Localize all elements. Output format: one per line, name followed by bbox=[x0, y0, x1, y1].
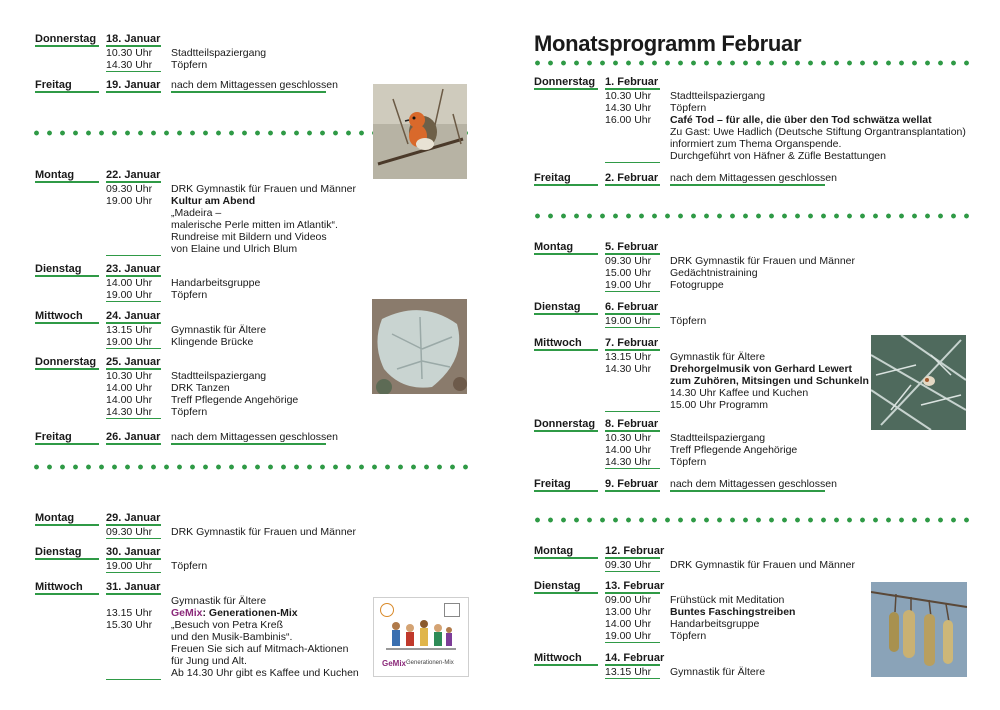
entry-detail: für Jung und Alt. bbox=[171, 655, 247, 667]
entry-time: 09.30 Uhr bbox=[106, 183, 153, 195]
weekday-underline bbox=[35, 524, 99, 526]
date-label: 8. Februar bbox=[605, 418, 659, 430]
weekday-label: Montag bbox=[35, 169, 75, 181]
entry-title: Töpfern bbox=[670, 456, 707, 468]
date-label: 24. Januar bbox=[106, 310, 161, 322]
entry-title: Treff Pflegende Angehörige bbox=[171, 394, 299, 406]
entry-time: 19.00 Uhr bbox=[605, 315, 652, 327]
time-underline bbox=[605, 327, 660, 328]
date-label: 29. Januar bbox=[106, 512, 161, 524]
weekday-underline bbox=[35, 91, 99, 93]
entry-title: Stadtteilspaziergang bbox=[171, 47, 267, 59]
entry-title: Stadtteilspaziergang bbox=[171, 370, 267, 382]
weekday-underline bbox=[35, 45, 99, 47]
entry-time: 14.00 Uhr bbox=[106, 382, 153, 394]
weekday-label: Dienstag bbox=[35, 263, 82, 275]
date-underline bbox=[106, 593, 161, 595]
entry-title: Gymnastik für Ältere bbox=[171, 324, 267, 336]
date-label: 1. Februar bbox=[605, 76, 659, 88]
weekday-label: Dienstag bbox=[534, 580, 581, 592]
time-underline bbox=[106, 71, 161, 72]
weekday-underline bbox=[534, 184, 598, 186]
date-label: 30. Januar bbox=[106, 546, 161, 558]
entry-time: 15.30 Uhr bbox=[106, 619, 153, 631]
date-label: 23. Januar bbox=[106, 263, 161, 275]
poster-brand: GeMix bbox=[382, 659, 407, 668]
time-underline bbox=[106, 572, 161, 573]
entry-title: Treff Pflegende Angehörige bbox=[670, 444, 798, 456]
entry-time: 14.00 Uhr bbox=[106, 277, 153, 289]
entry-time: 14.00 Uhr bbox=[106, 394, 153, 406]
entry-detail: malerische Perle mitten im Atlantik“. bbox=[171, 219, 338, 231]
date-underline bbox=[605, 490, 660, 492]
time-underline bbox=[106, 679, 161, 680]
entry-title: Drehorgelmusik von Gerhard Lewert bbox=[670, 363, 853, 375]
catkins-photo bbox=[871, 582, 967, 677]
entry-time: 15.00 Uhr bbox=[605, 267, 652, 279]
time-underline bbox=[106, 301, 161, 302]
entry-detail: Rundreise mit Bildern und Videos bbox=[171, 231, 327, 243]
weekday-underline bbox=[35, 275, 99, 277]
time-underline bbox=[605, 411, 660, 412]
entry-title: Handarbeitsgruppe bbox=[171, 277, 261, 289]
entry-time: 13.15 Uhr bbox=[106, 324, 153, 336]
entry-time: 10.30 Uhr bbox=[605, 432, 652, 444]
weekday-underline bbox=[35, 593, 99, 595]
weekday-label: Mittwoch bbox=[534, 652, 582, 664]
entry-title: Töpfern bbox=[670, 315, 707, 327]
date-label: 14. Februar bbox=[605, 652, 665, 664]
gemix-poster bbox=[373, 597, 469, 677]
entry-detail: Durchgeführt von Häfner & Züfle Bestattungen bbox=[670, 150, 886, 162]
weekday-underline bbox=[35, 443, 99, 445]
weekday-underline bbox=[534, 430, 598, 432]
entry-detail: und den Musik-Bambinis“. bbox=[171, 631, 293, 643]
entry-title: Gymnastik für Ältere bbox=[670, 351, 766, 363]
dotted-separator bbox=[30, 464, 470, 470]
note-underline bbox=[171, 443, 326, 445]
entry-detail: 15.00 Uhr Programm bbox=[670, 399, 769, 411]
entry-time: 10.30 Uhr bbox=[106, 370, 153, 382]
entry-title: Café Tod – für alle, die über den Tod schwätza wellat bbox=[670, 114, 932, 126]
entry-detail: „Madeira – bbox=[171, 207, 222, 219]
weekday-underline bbox=[534, 349, 598, 351]
entry-title: Töpfern bbox=[171, 59, 208, 71]
entry-time: 14.30 Uhr bbox=[106, 406, 153, 418]
entry-title: „Besuch von Petra Kreß bbox=[171, 619, 284, 631]
entry-detail: von Elaine und Ulrich Blum bbox=[171, 243, 298, 255]
entry-title bbox=[171, 607, 298, 619]
time-underline bbox=[106, 255, 161, 256]
time-underline bbox=[605, 468, 660, 469]
weekday-label: Mittwoch bbox=[534, 337, 582, 349]
entry-time: 09.00 Uhr bbox=[605, 594, 652, 606]
date-label: 6. Februar bbox=[605, 301, 659, 313]
weekday-label: Donnerstag bbox=[534, 418, 596, 430]
note-underline bbox=[670, 490, 825, 492]
time-underline bbox=[106, 348, 161, 349]
time-underline bbox=[605, 291, 660, 292]
entry-title: Buntes Faschingstreiben bbox=[670, 606, 796, 618]
entry-title: Frühstück mit Meditation bbox=[670, 594, 785, 606]
entry-title: Kultur am Abend bbox=[171, 195, 256, 207]
weekday-label: Dienstag bbox=[35, 546, 82, 558]
date-underline bbox=[605, 184, 660, 186]
entry-title: Töpfern bbox=[171, 289, 208, 301]
entry-title: Gymnastik für Ältere bbox=[670, 666, 766, 678]
gemix-brand: GeMix bbox=[171, 607, 203, 619]
entry-detail: Zu Gast: Uwe Hadlich (Deutsche Stiftung Organtransplantation) bbox=[670, 126, 966, 138]
entry-title: Gymnastik für Ältere bbox=[171, 595, 267, 607]
closed-note: nach dem Mittagessen geschlossen bbox=[670, 478, 837, 490]
date-label: 18. Januar bbox=[106, 33, 161, 45]
weekday-label: Freitag bbox=[534, 478, 571, 490]
date-underline bbox=[106, 91, 161, 93]
entry-time: 10.30 Uhr bbox=[106, 47, 153, 59]
entry-time: 14.00 Uhr bbox=[605, 618, 652, 630]
weekday-label: Dienstag bbox=[534, 301, 581, 313]
weekday-label: Freitag bbox=[534, 172, 571, 184]
entry-time: 16.00 Uhr bbox=[605, 114, 652, 126]
entry-title: DRK Tanzen bbox=[171, 382, 230, 394]
entry-title: DRK Gymnastik für Frauen und Männer bbox=[670, 559, 855, 571]
entry-detail: zum Zuhören, Mitsingen und Schunkeln bbox=[670, 375, 869, 387]
time-underline bbox=[106, 418, 161, 419]
gemix-rest: : Generationen-Mix bbox=[202, 607, 298, 619]
entry-detail: informiert zum Thema Organspende. bbox=[670, 138, 842, 150]
weekday-label: Montag bbox=[534, 545, 574, 557]
weekday-label: Mittwoch bbox=[35, 581, 83, 593]
time-underline bbox=[605, 642, 660, 643]
entry-time: 14.30 Uhr bbox=[605, 456, 652, 468]
robin-bird-photo bbox=[373, 84, 467, 179]
date-label: 5. Februar bbox=[605, 241, 659, 253]
page-title: Monatsprogramm Februar bbox=[534, 31, 802, 56]
entry-time: 19.00 Uhr bbox=[106, 289, 153, 301]
entry-title: DRK Gymnastik für Frauen und Männer bbox=[171, 183, 356, 195]
entry-time: 13.15 Uhr bbox=[605, 351, 652, 363]
weekday-label: Montag bbox=[534, 241, 574, 253]
weekday-underline bbox=[534, 313, 598, 315]
entry-time: 09.30 Uhr bbox=[605, 255, 652, 267]
weekday-underline bbox=[534, 253, 598, 255]
weekday-underline bbox=[35, 368, 99, 370]
entry-title: Handarbeitsgruppe bbox=[670, 618, 760, 630]
entry-title: Töpfern bbox=[670, 630, 707, 642]
entry-time: 14.00 Uhr bbox=[605, 444, 652, 456]
date-label: 9. Februar bbox=[605, 478, 659, 490]
entry-time: 14.30 Uhr bbox=[605, 363, 652, 375]
weekday-underline bbox=[534, 557, 598, 559]
date-label: 31. Januar bbox=[106, 581, 161, 593]
entry-time: 13.00 Uhr bbox=[605, 606, 652, 618]
note-underline bbox=[670, 184, 825, 186]
entry-time: 19.00 Uhr bbox=[106, 336, 153, 348]
weekday-label: Donnerstag bbox=[35, 33, 97, 45]
weekday-label: Montag bbox=[35, 512, 75, 524]
weekday-label: Donnerstag bbox=[35, 356, 97, 368]
weekday-underline bbox=[534, 490, 598, 492]
entry-title: Stadtteilspaziergang bbox=[670, 90, 766, 102]
entry-time: 13.15 Uhr bbox=[605, 666, 652, 678]
date-label: 7. Februar bbox=[605, 337, 659, 349]
entry-time: 19.00 Uhr bbox=[605, 630, 652, 642]
date-label: 25. Januar bbox=[106, 356, 161, 368]
entry-title: Fotogruppe bbox=[670, 279, 724, 291]
entry-time: 14.30 Uhr bbox=[106, 59, 153, 71]
frosted-leaf-photo bbox=[372, 299, 467, 394]
entry-title: Töpfern bbox=[171, 560, 208, 572]
weekday-underline bbox=[35, 558, 99, 560]
frosted-pine-photo bbox=[871, 335, 966, 430]
entry-time: 14.30 Uhr bbox=[605, 102, 652, 114]
time-underline bbox=[106, 538, 161, 539]
weekday-underline bbox=[35, 322, 99, 324]
entry-title: DRK Gymnastik für Frauen und Männer bbox=[171, 526, 356, 538]
entry-detail: Ab 14.30 Uhr gibt es Kaffee und Kuchen bbox=[171, 667, 359, 679]
date-label: 22. Januar bbox=[106, 169, 161, 181]
entry-time: 13.15 Uhr bbox=[106, 607, 153, 619]
time-underline bbox=[605, 162, 660, 163]
entry-title: Stadtteilspaziergang bbox=[670, 432, 766, 444]
closed-note: nach dem Mittagessen geschlossen bbox=[171, 431, 338, 443]
entry-title: Töpfern bbox=[670, 102, 707, 114]
date-label: 2. Februar bbox=[605, 172, 659, 184]
entry-time: 19.00 Uhr bbox=[106, 560, 153, 572]
weekday-label: Mittwoch bbox=[35, 310, 83, 322]
entry-time: 19.00 Uhr bbox=[106, 195, 153, 207]
poster-logo-right bbox=[444, 603, 460, 617]
date-label: 26. Januar bbox=[106, 431, 161, 443]
entry-title: Gedächtnistraining bbox=[670, 267, 758, 279]
weekday-underline bbox=[35, 181, 99, 183]
date-label: 13. Februar bbox=[605, 580, 665, 592]
entry-title: Klingende Brücke bbox=[171, 336, 254, 348]
poster-logo-left bbox=[380, 603, 394, 617]
entry-title: Töpfern bbox=[171, 406, 208, 418]
date-underline bbox=[106, 443, 161, 445]
date-label: 12. Februar bbox=[605, 545, 665, 557]
weekday-underline bbox=[534, 88, 598, 90]
entry-title: DRK Gymnastik für Frauen und Männer bbox=[670, 255, 855, 267]
poster-brand-sub: Generationen-Mix bbox=[406, 660, 454, 666]
weekday-label: Freitag bbox=[35, 431, 72, 443]
entry-time: 09.30 Uhr bbox=[605, 559, 652, 571]
entry-time: 09.30 Uhr bbox=[106, 526, 153, 538]
time-underline bbox=[605, 571, 660, 572]
closed-note: nach dem Mittagessen geschlossen bbox=[171, 79, 338, 91]
entry-time: 19.00 Uhr bbox=[605, 279, 652, 291]
weekday-underline bbox=[534, 592, 598, 594]
date-label: 19. Januar bbox=[106, 79, 161, 91]
time-underline bbox=[605, 678, 660, 679]
entry-detail: 14.30 Uhr Kaffee und Kuchen bbox=[670, 387, 809, 399]
entry-time: 10.30 Uhr bbox=[605, 90, 652, 102]
weekday-label: Freitag bbox=[35, 79, 72, 91]
note-underline bbox=[171, 91, 326, 93]
closed-note: nach dem Mittagessen geschlossen bbox=[670, 172, 837, 184]
weekday-label: Donnerstag bbox=[534, 76, 596, 88]
weekday-underline bbox=[534, 664, 598, 666]
entry-detail: Freuen Sie sich auf Mitmach-Aktionen bbox=[171, 643, 349, 655]
